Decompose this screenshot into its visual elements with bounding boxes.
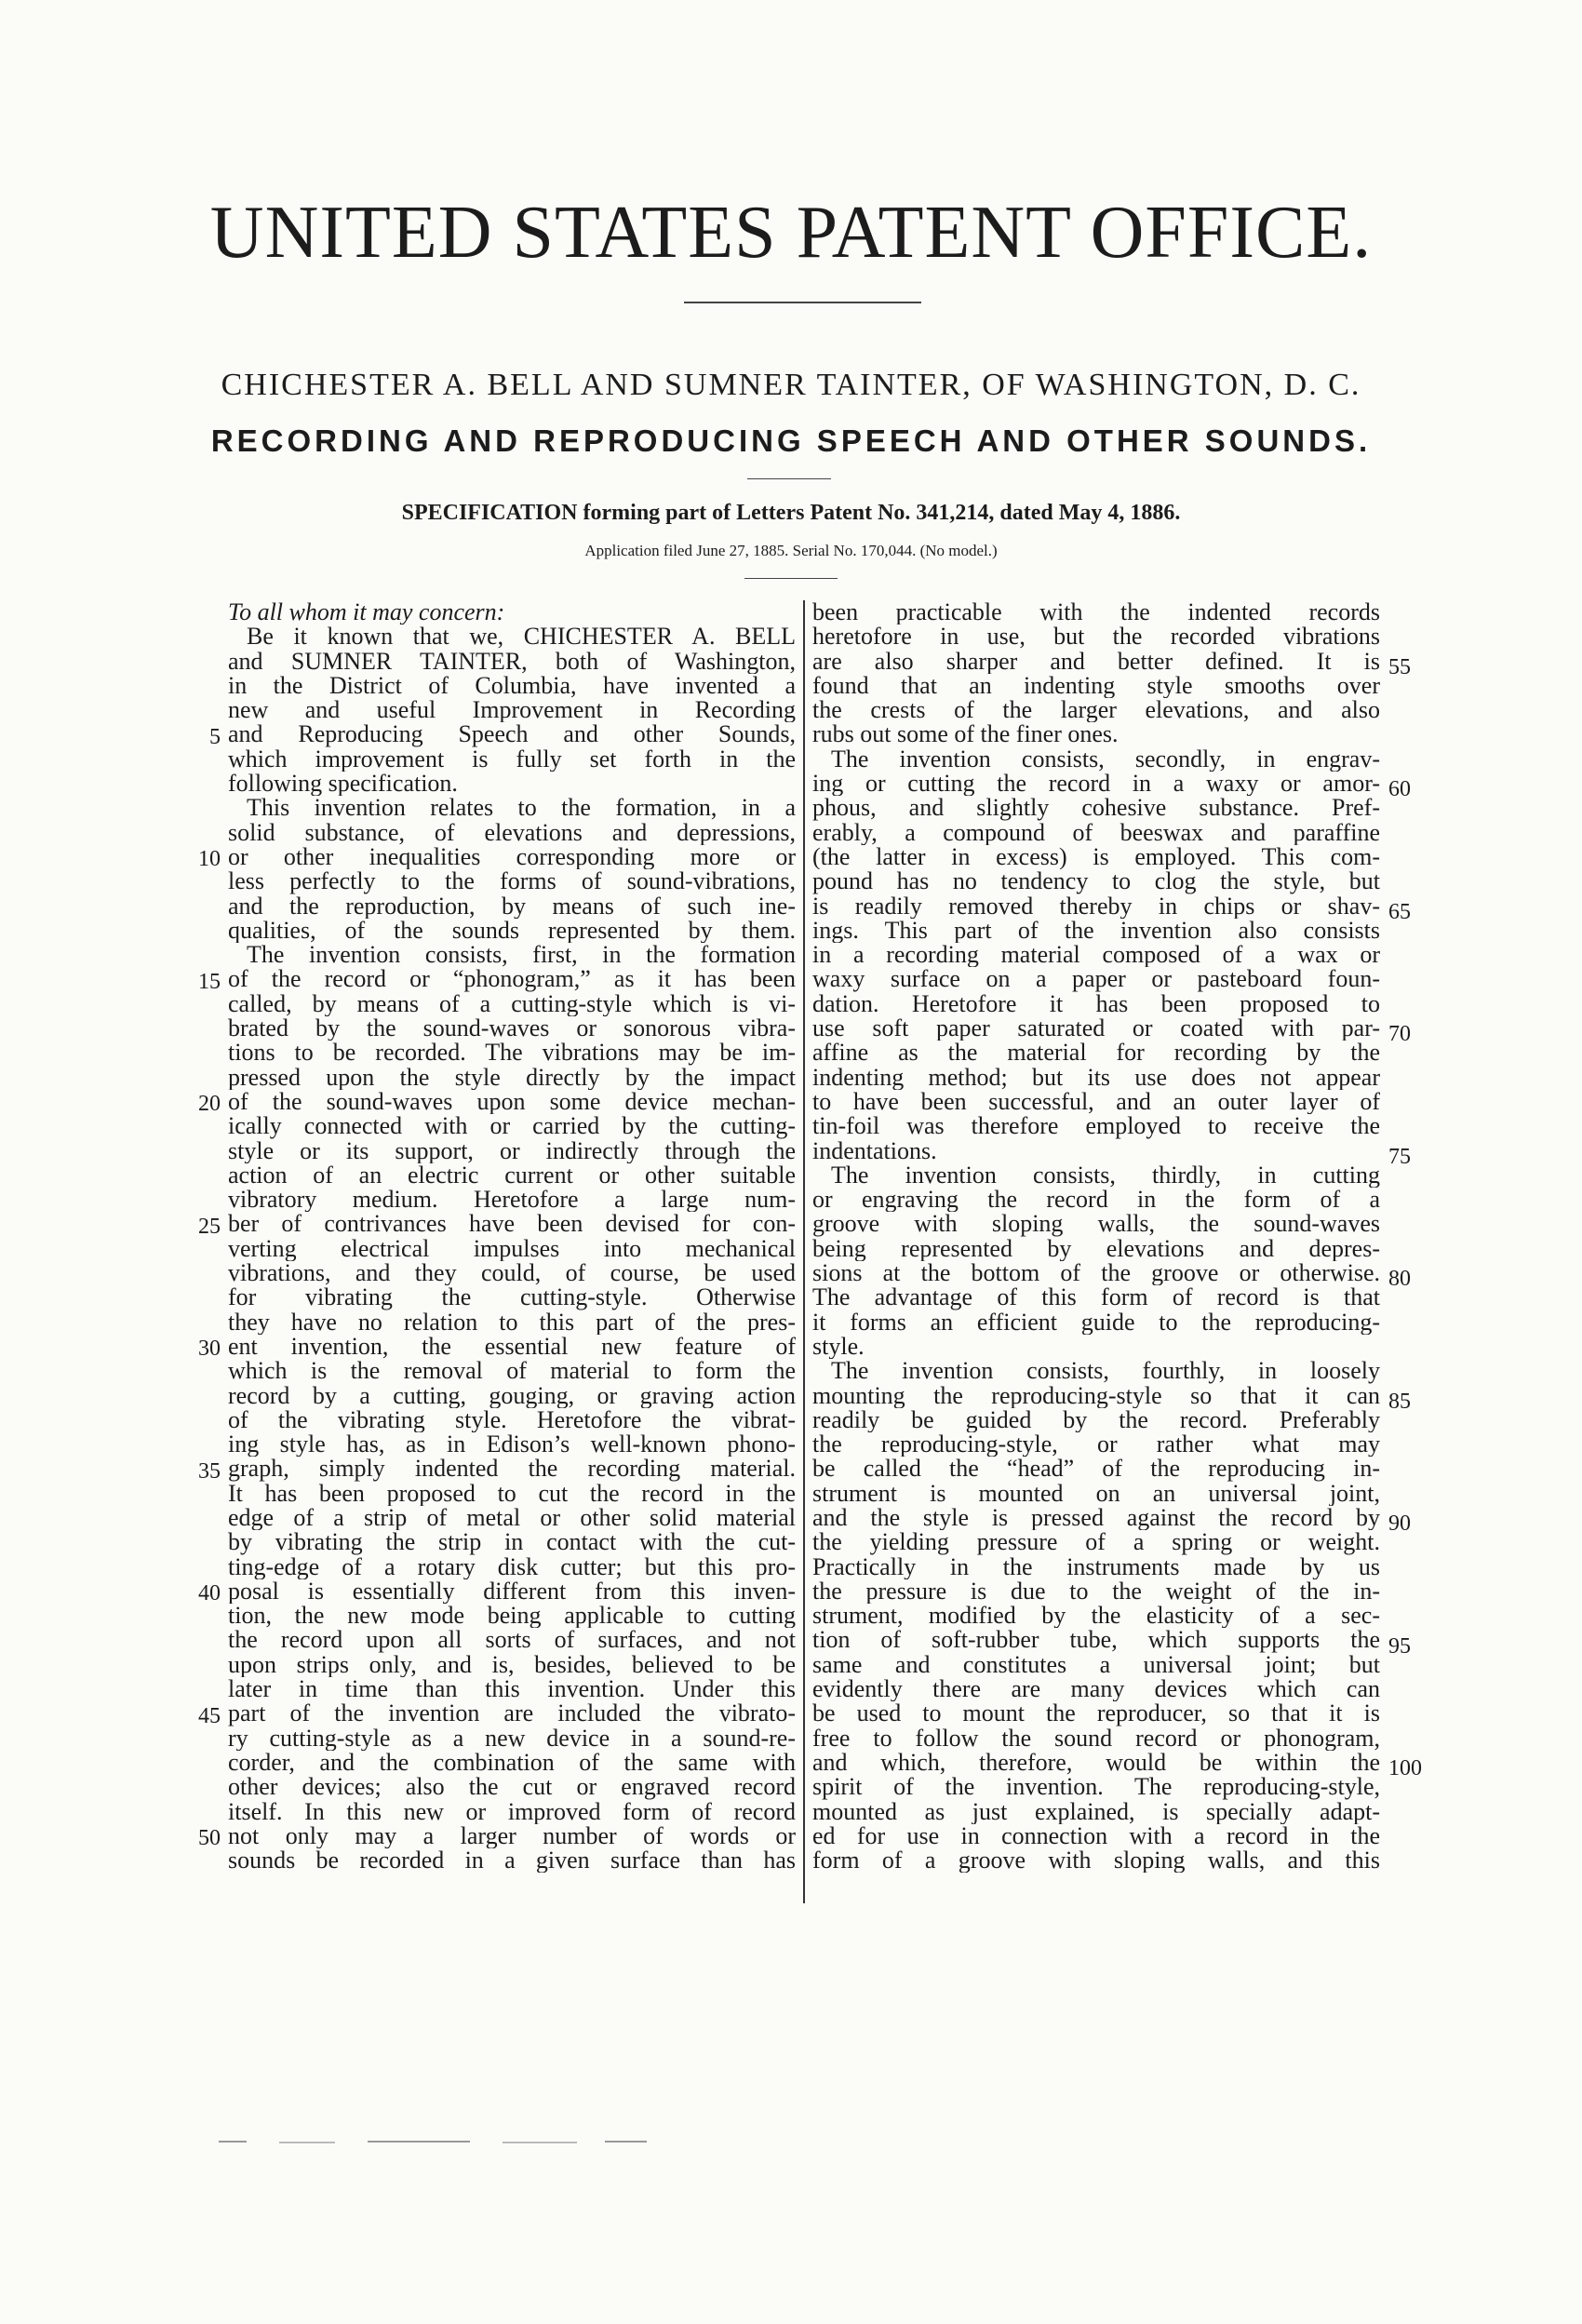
line-number: 15	[198, 969, 221, 994]
text-line: brated by the sound-waves or sonorous vibra-	[228, 1016, 796, 1041]
text-line: The invention consists, thirdly, in cutting	[831, 1162, 1380, 1189]
text-line: edge of a strip of metal or other solid material	[228, 1505, 796, 1531]
line-number: 55	[1388, 654, 1411, 679]
text-line: by vibrating the strip in contact with the cut-	[228, 1530, 796, 1555]
text-line: erably, a compound of beeswax and paraffine	[812, 820, 1380, 845]
text-line: solid substance, of elevations and depressions,	[228, 820, 796, 845]
text-line: be called the “head” of the reproducing in-	[812, 1457, 1380, 1482]
text-line: ing style has, as in Edison’s well-known phono-	[228, 1432, 796, 1458]
text-line: vibratory medium. Heretofore a large num-	[228, 1188, 796, 1213]
left-column	[228, 600, 796, 1873]
text-line: dation. Heretofore it has been proposed to	[812, 991, 1380, 1017]
title-rule	[684, 302, 921, 303]
line-number: 30	[198, 1337, 221, 1361]
text-line: strument, modified by the elasticity of a sec-	[812, 1604, 1380, 1629]
text-line: part of the invention are included the vibrato-	[228, 1701, 796, 1726]
print-speck	[368, 2141, 470, 2143]
text-line: and the style is pressed against the record by	[812, 1505, 1380, 1531]
text-line: The invention consists, secondly, in engrav-	[831, 746, 1380, 772]
text-line: groove with sloping walls, the sound-waves	[812, 1212, 1380, 1237]
line-number: 45	[198, 1703, 221, 1728]
print-speck	[219, 2141, 247, 2143]
text-line: for vibrating the cutting-style. Otherwise	[228, 1285, 796, 1310]
text-line: is readily removed thereby in chips or shav-	[812, 893, 1380, 919]
text-line: mounting the reproducing-style so that it can	[812, 1383, 1380, 1408]
text-line: It has been proposed to cut the record in the	[228, 1481, 796, 1506]
text-line: record by a cutting, gouging, or graving action	[228, 1383, 796, 1408]
text-line: upon strips only, and is, besides, believed to be	[228, 1652, 796, 1678]
text-line: The advantage of this form of record is that	[812, 1285, 1380, 1310]
text-line: readily be guided by the record. Preferably	[812, 1407, 1380, 1433]
print-speck	[605, 2141, 647, 2143]
text-line: ber of contrivances have been devised for con-	[228, 1212, 796, 1237]
text-line: not only may a larger number of words or	[228, 1823, 796, 1849]
line-number: 10	[198, 847, 221, 871]
line-number: 100	[1388, 1756, 1422, 1781]
text-line: corder, and the combination of the same with	[228, 1750, 796, 1776]
text-line: and the reproduction, by means of such ine-	[228, 893, 796, 919]
text-line: new and useful Improvement in Recording	[228, 698, 796, 723]
text-line: heretofore in use, but the recorded vibrations	[812, 625, 1380, 650]
line-number: 35	[198, 1458, 221, 1484]
text-line: they have no relation to this part of the pres-	[228, 1310, 796, 1335]
text-line: Practically in the instruments made by us	[812, 1554, 1380, 1579]
text-line: the yielding pressure of a spring or weight.	[812, 1530, 1380, 1555]
text-line: action of an electric current or other suitable	[228, 1162, 796, 1189]
text-line: posal is essentially different from this inven-	[228, 1578, 796, 1605]
line-number: 95	[1388, 1633, 1411, 1659]
text-line: strument is mounted on an universal joint,	[812, 1481, 1380, 1506]
text-line: same and constitutes a universal joint; but	[812, 1652, 1380, 1678]
line-number: 40	[198, 1581, 221, 1605]
text-line: the crests of the larger elevations, and also	[812, 698, 1380, 723]
text-line: being represented by elevations and depres-	[812, 1236, 1380, 1262]
text-line: in a recording material composed of a wax or	[812, 943, 1380, 968]
text-line: tion of soft-rubber tube, which supports the	[812, 1628, 1380, 1653]
text-line: other devices; also the cut or engraved record	[228, 1775, 796, 1800]
text-line: which is the removal of material to form the	[228, 1359, 796, 1384]
text-line: (the latter in excess) is employed. This com-	[812, 844, 1380, 870]
text-line: indentations.	[812, 1138, 937, 1163]
right-column	[812, 600, 1380, 1873]
text-line: affine as the material for recording by the	[812, 1041, 1380, 1066]
text-line: following specification.	[228, 772, 458, 797]
text-line: the record upon all sorts of surfaces, and not	[228, 1628, 796, 1653]
text-line: later in time than this invention. Under this	[228, 1677, 796, 1702]
text-line: Be it known that we, CHICHESTER A. BELL	[247, 625, 796, 650]
patent-title: RECORDING AND REPRODUCING SPEECH AND OTHER SOUNDS.	[210, 423, 1372, 458]
text-line: itself. In this new or improved form of record	[228, 1799, 796, 1824]
text-line: ent invention, the essential new feature of	[228, 1334, 796, 1360]
text-line: waxy surface on a paper or pasteboard foun-	[812, 967, 1380, 992]
text-line: The invention consists, fourthly, in loosely	[831, 1359, 1380, 1384]
text-line: This invention relates to the formation, in a	[247, 796, 796, 821]
text-line: ry cutting-style as a new device in a sound-re-	[228, 1726, 796, 1751]
text-line: to have been successful, and an outer layer of	[812, 1089, 1380, 1115]
text-line: vibrations, and they could, of course, be used	[228, 1261, 796, 1286]
text-line: or other inequalities corresponding more or	[228, 844, 796, 870]
text-line: are also sharper and better defined. It is	[812, 649, 1380, 674]
text-line: The invention consists, first, in the formation	[247, 943, 796, 968]
line-number: 85	[1388, 1389, 1411, 1414]
text-line: or engraving the record in the form of a	[812, 1188, 1380, 1213]
text-line: ically connected with or carried by the cutting-	[228, 1114, 796, 1139]
line-number: 60	[1388, 777, 1411, 802]
text-line: phous, and slightly cohesive substance. Pref-	[812, 796, 1380, 821]
print-speck	[279, 2142, 335, 2143]
text-line: of the record or “phonogram,” as it has been	[228, 967, 796, 992]
text-line: sions at the bottom of the groove or otherwise.	[812, 1261, 1380, 1286]
text-line: of the sound-waves upon some device mechan-	[228, 1089, 796, 1115]
text-line: qualities, of the sounds represented by them.	[228, 918, 796, 944]
text-line: called, by means of a cutting-style which is vi-	[228, 991, 796, 1017]
line-number: 80	[1388, 1267, 1411, 1292]
line-number: 5	[209, 724, 221, 749]
text-line: graph, simply indented the recording material.	[228, 1457, 796, 1482]
text-line: form of a groove with sloping walls, and this	[812, 1848, 1380, 1874]
text-line: tions to be recorded. The vibrations may be im-	[228, 1041, 796, 1066]
line-number: 90	[1388, 1511, 1411, 1537]
inventors-line: CHICHESTER A. BELL AND SUMNER TAINTER, OF WASHINGTON, D. C.	[221, 368, 1361, 402]
text-line: which improvement is fully set forth in the	[228, 746, 796, 772]
text-line: and SUMNER TAINTER, both of Washington,	[228, 649, 796, 674]
text-line: spirit of the invention. The reproducing-style,	[812, 1775, 1380, 1800]
line-number: 65	[1388, 899, 1411, 924]
text-line: sounds be recorded in a given surface than has	[228, 1848, 796, 1874]
column-divider	[803, 600, 805, 1903]
text-line: and which, therefore, would be within the	[812, 1750, 1380, 1776]
application-line: Application filed June 27, 1885. Serial No. 170,044. (No model.)	[584, 542, 998, 559]
text-line: pressed upon the style directly by the impact	[228, 1065, 796, 1090]
text-line: it forms an efficient guide to the reproducing-	[812, 1310, 1380, 1335]
line-number: 20	[198, 1092, 221, 1116]
text-line: the pressure is due to the weight of the in-	[812, 1578, 1380, 1605]
text-line: style or its support, or indirectly through the	[228, 1138, 796, 1163]
line-number: 70	[1388, 1022, 1411, 1047]
text-line: free to follow the sound record or phonogram,	[812, 1726, 1380, 1751]
text-line: ings. This part of the invention also consists	[812, 918, 1380, 944]
text-line: in the District of Columbia, have invented a	[228, 673, 796, 699]
text-line: found that an indenting style smooths over	[812, 673, 1380, 699]
text-line: be used to mount the reproducer, so that it is	[812, 1701, 1380, 1726]
text-line: indenting method; but its use does not appear	[812, 1065, 1380, 1090]
text-line: pound has no tendency to clog the style, but	[812, 869, 1380, 894]
text-line: mounted as just explained, is specially adapt-	[812, 1799, 1380, 1824]
text-line: rubs out some of the finer ones.	[812, 722, 1119, 747]
text-line: ting-edge of a rotary disk cutter; but this pro-	[228, 1554, 796, 1579]
specification-line: SPECIFICATION forming part of Letters Patent No. 341,214, dated May 4, 1886.	[401, 501, 1181, 525]
line-number: 25	[198, 1214, 221, 1239]
office-title: UNITED STATES PATENT OFFICE.	[209, 192, 1373, 274]
print-speck	[503, 2142, 577, 2143]
text-line: evidently there are many devices which can	[812, 1677, 1380, 1702]
text-line: been practicable with the indented records	[812, 600, 1380, 625]
line-number: 50	[198, 1826, 221, 1850]
text-line: of the vibrating style. Heretofore the vibrat-	[228, 1407, 796, 1433]
text-line: and Reproducing Speech and other Sounds,	[228, 722, 796, 747]
text-line: ing or cutting the record in a waxy or amor-	[812, 772, 1380, 797]
text-line: ed for use in connection with a record in the	[812, 1823, 1380, 1849]
text-line: tin-foil was therefore employed to receive the	[812, 1114, 1380, 1139]
text-line: less perfectly to the forms of sound-vibrations,	[228, 869, 796, 894]
salutation: To all whom it may concern:	[228, 600, 505, 625]
application-rule	[744, 578, 838, 579]
text-line: verting electrical impulses into mechanical	[228, 1236, 796, 1262]
heading-rule	[747, 478, 831, 479]
text-line: use soft paper saturated or coated with par-	[812, 1016, 1380, 1041]
line-number: 75	[1388, 1144, 1411, 1169]
text-line: tion, the new mode being applicable to cutting	[228, 1604, 796, 1629]
text-line: the reproducing-style, or rather what may	[812, 1432, 1380, 1458]
text-line: style.	[812, 1334, 865, 1360]
